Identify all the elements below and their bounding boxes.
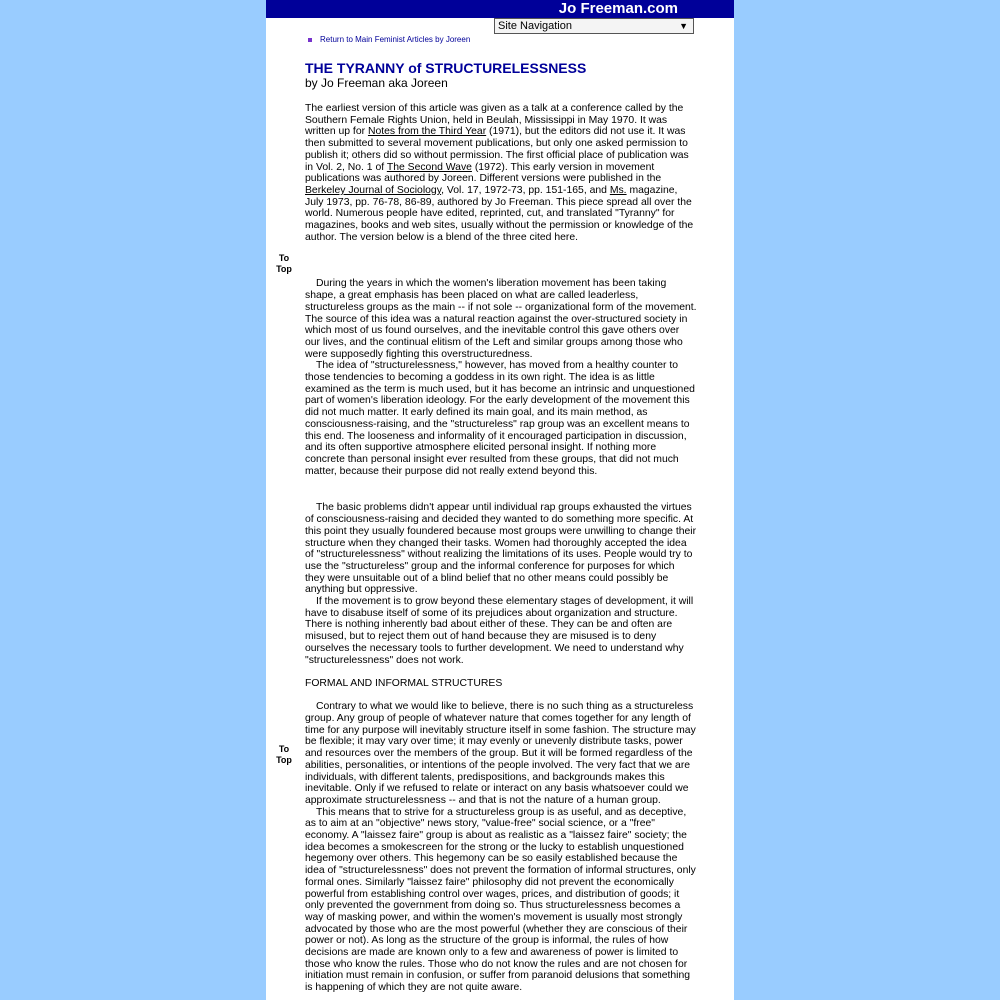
link-notes-third-year[interactable]: Notes from the Third Year — [367, 126, 487, 138]
page-container — [266, 0, 734, 1000]
article-content — [305, 60, 697, 994]
site-navigation-label: Site Navigation — [498, 20, 572, 32]
body-paragraph: During the years in which the women's liberation movement has been taking shape, a great emphasis has been placed on what are called leaderless, structureless groups as the main -- if not sole -- organizational form of the movement. The source of this idea was a natural reaction against the over-structured society in which most of us found ourselves, and the inevitable control this gave others over our lives, and the continual elitism of the Left and similar groups among those who were supposedly fighting this overstructuredness. — [305, 278, 697, 360]
body-paragraph: Contrary to what we would like to believe, there is no such thing as a structureless group. Any group of people of whatever nature that comes together for any length of time for any purpose will inevitably structure itself in some fashion. The structure may be flexible; it may vary over time; it may evenly or unevenly distribute tasks, power and resources over the members of the group. But it will be formed regardless of the abilities, personalities, or intentions of the people involved. The very fact that we are individuals, with different talents, predispositions, and backgrounds makes this inevitable. Only if we refused to relate or interact on any basis whatsoever could we approximate structurelessness -- and that is not the nature of a human group. — [305, 701, 696, 806]
body-paragraph: If the movement is to grow beyond these elementary stages of development, it will have to disabuse itself of some of its prejudices about organization and structure. There is nothing inherently bad about either of these. They can be and often are misused, but to reject them out of hand because they are misused is to deny ourselves the necessary tools to further development. We need to understand why "structurelessness" does not work. — [305, 596, 694, 666]
body-paragraph: This means that to strive for a structureless group is as useful, and as deceptive, as to aim at an "objective" news story, "value-free" social science, or a "free" economy. A "laissez faire" group is about as realistic as a "laissez faire" society; the idea becomes a smokescreen for the strong or the lucky to establish unquestioned hegemony over others. This hegemony can be so easily established because the idea of "structurelessness" does not prevent the formation of informal structures, only formal ones. Similarly "laissez faire" philosophy did not prevent the economically powerful from establishing control over wages, prices, and distribution of goods; it only prevented the government from doing so. Thus structurelessness becomes a way of masking power, and within the women's movement is usually most strongly advocated by those who are the most powerful (whether they are conscious of their power or not). As long as the structure of the group is informal, the rules of how decisions are made are known only to a few and awareness of power is limited to those who know the rules. Those who do not know the rules and are not chosen for initiation must remain in confusion, or suffer from paranoid delusions that something is happening of which they are not quite aware. — [305, 806, 696, 994]
link-ms-magazine[interactable]: Ms. — [609, 184, 627, 196]
article-title: THE TYRANNY of STRUCTURELESSNESS — [305, 60, 587, 76]
top-banner — [266, 0, 734, 18]
link-berkeley-journal[interactable]: Berkeley Journal of Sociology — [305, 184, 442, 196]
intro-text: The earliest version of this article was given as a talk at a conference called by the Southern Female Rights Union, held in Beulah, Mississippi in May 1970. It was written up for — [305, 103, 684, 138]
body-paragraph: The basic problems didn't appear until individual rap groups exhausted the virtues of consciousness-raising and decided they wanted to do something more specific. At this point they usually foundered because most groups were unwilling to change their structure when they changed their tasks. Women had thoroughly accepted the idea of "structurelessness" without realizing the limitations of its uses. People would try to use the "structureless" group and the informal conference for purposes for which they were unsuitable out of a blind belief that no other means could possibly be anything but oppressive. — [305, 502, 697, 596]
intro-text: , Vol. 17, 1972-73, pp. 151-165, and — [441, 184, 610, 196]
intro-paragraph — [305, 103, 697, 243]
section-heading: FORMAL AND INFORMAL STRUCTURES — [305, 677, 503, 689]
return-link[interactable] — [308, 35, 470, 45]
intro-text: (1971), but the editors did not use it. It was then submitted to several movement publications, but only one asked permission to publish it; others did so without permission. The first official place of publication was in Vol. 2, No. 1 of — [305, 126, 689, 173]
intro-text: (1972). This early version in movement publications was authored by Joreen. Different versions were published in the — [305, 161, 662, 185]
intro-text: magazine, July 1973, pp. 76-78, 86-89, authored by Jo Freeman. This piece spread all over the world. Numerous people have edited, reprinted, cut, and translated "Tyranny" for magazines, books and web sites, usually without the permission or knowledge of the author. The version below is a blend of the three cited here. — [305, 184, 694, 243]
to-top-link[interactable]: To Top — [276, 744, 292, 765]
site-navigation-select[interactable] — [494, 18, 694, 34]
return-link-label[interactable]: Return to Main Feminist Articles by Joreen — [320, 35, 471, 44]
link-second-wave[interactable]: The Second Wave — [386, 161, 472, 173]
bullet-icon — [308, 38, 312, 42]
site-title[interactable]: Jo Freeman.com — [558, 0, 678, 17]
dropdown-arrow-icon[interactable]: ▼ — [679, 21, 688, 31]
body-paragraph: The idea of "structurelessness," however, has moved from a healthy counter to those tendencies to becoming a goddess in its own right. The idea is as little examined as the term is much used, but it has become an intrinsic and unquestioned part of women's liberation ideology. For the early development of the movement this did not much matter. It early defined its main goal, and its main method, as consciousness-raising, and the "structureless" rap group was an excellent means to this end. The looseness and informality of it encouraged participation in discussion, and its often supportive atmosphere elicited personal insight. If nothing more concrete than personal insight ever resulted from these groups, that did not much matter, because their purpose did not really extend beyond this. — [305, 360, 695, 477]
to-top-link[interactable]: To Top — [276, 253, 292, 274]
article-byline: by Jo Freeman aka Joreen — [305, 76, 448, 90]
